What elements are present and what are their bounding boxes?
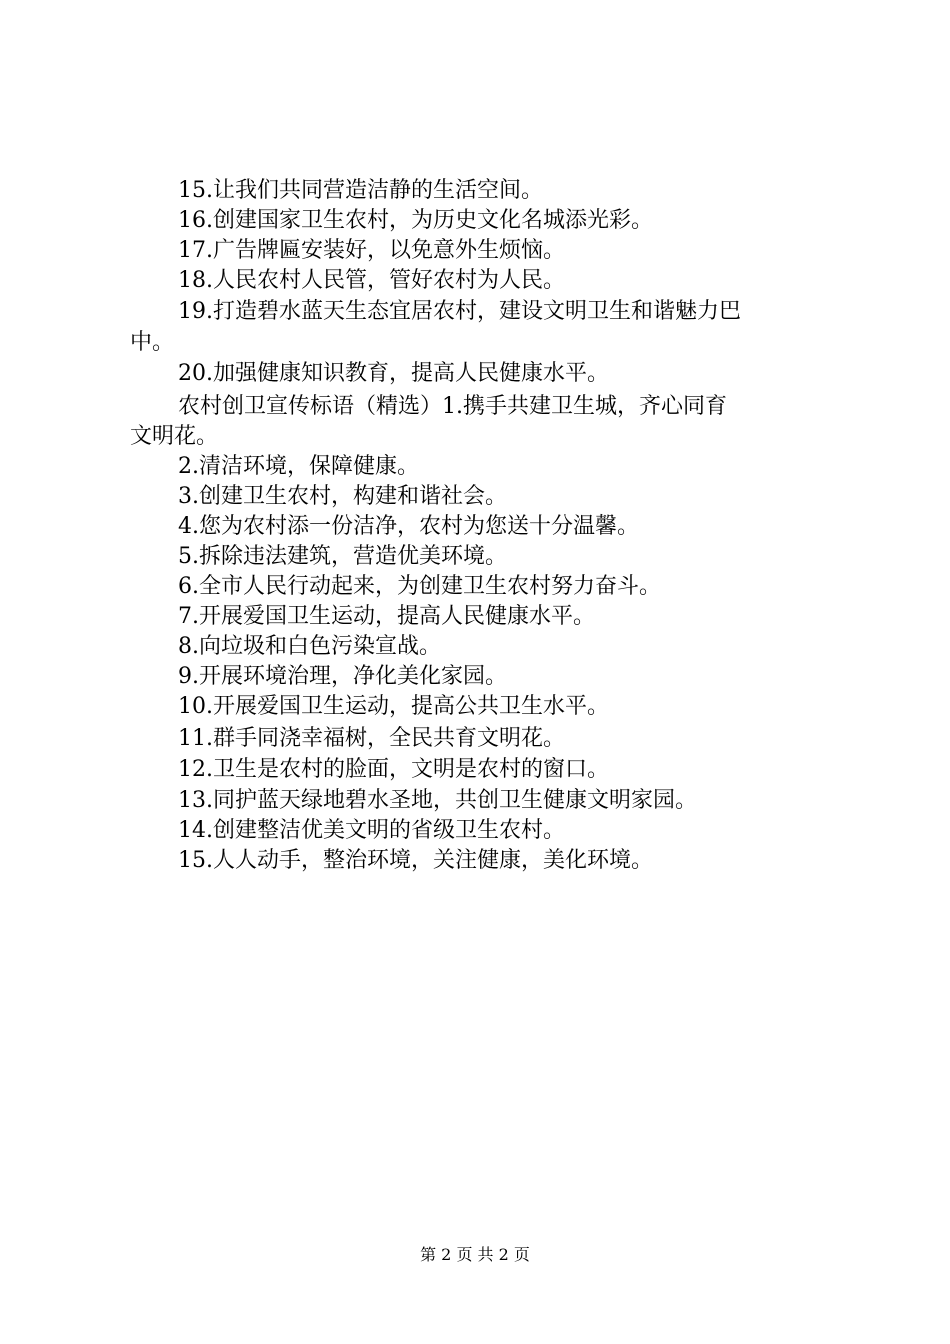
text-line: 4.您为农村添一份洁净，农村为您送十分温馨。	[178, 514, 639, 539]
text-line: 17.广告牌匾安装好，以免意外生烦恼。	[178, 238, 565, 263]
text-line: 15.让我们共同营造洁静的生活空间。	[178, 178, 543, 203]
text-line: 10.开展爱国卫生运动，提高公共卫生水平。	[178, 694, 609, 719]
text-line: 文明花。	[130, 424, 219, 449]
text-line: 15.人人动手，整治环境，关注健康，美化环境。	[178, 848, 653, 873]
text-line: 3.创建卫生农村，构建和谐社会。	[178, 484, 507, 509]
text-line: 20.加强健康知识教育，提高人民健康水平。	[178, 361, 609, 386]
text-line: 9.开展环境治理，净化美化家园。	[178, 664, 507, 689]
text-line: 11.群手同浇幸福树，全民共育文明花。	[178, 726, 565, 751]
text-line: 18.人民农村人民管，管好农村为人民。	[178, 268, 565, 293]
text-line: 14.创建整洁优美文明的省级卫生农村。	[178, 818, 565, 843]
text-line: 19.打造碧水蓝天生态宜居农村，建设文明卫生和谐魅力巴	[178, 299, 741, 324]
text-line: 6.全市人民行动起来，为创建卫生农村努力奋斗。	[178, 574, 661, 599]
page-number-footer: 第 2 页 共 2 页	[420, 1245, 530, 1264]
section-heading-line: 农村创卫宣传标语（精选）1.携手共建卫生城，齐心同育	[178, 394, 727, 419]
text-line: 2.清洁环境，保障健康。	[178, 454, 419, 479]
text-line: 5.拆除违法建筑，营造优美环境。	[178, 544, 507, 569]
text-line: 中。	[130, 330, 175, 355]
text-line: 16.创建国家卫生农村，为历史文化名城添光彩。	[178, 208, 653, 233]
text-line: 13.同护蓝天绿地碧水圣地，共创卫生健康文明家园。	[178, 788, 697, 813]
text-line: 8.向垃圾和白色污染宣战。	[178, 634, 441, 659]
text-line: 7.开展爱国卫生运动，提高人民健康水平。	[178, 604, 595, 629]
text-line: 12.卫生是农村的脸面，文明是农村的窗口。	[178, 757, 609, 782]
